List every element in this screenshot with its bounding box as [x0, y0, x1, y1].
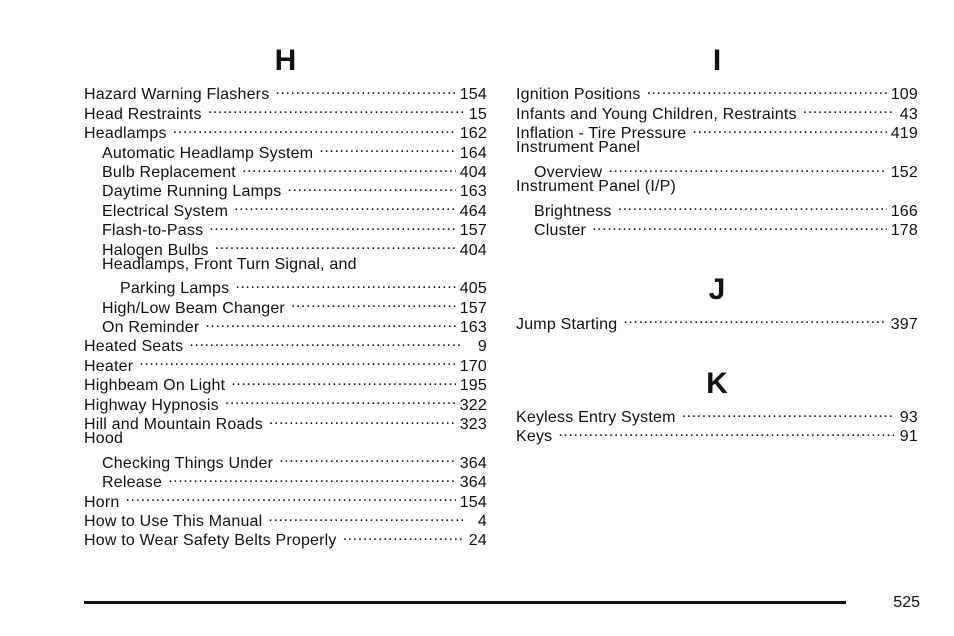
entry-page: 164	[459, 144, 487, 162]
index-column-right	[516, 42, 918, 446]
index-entry	[516, 158, 918, 181]
entry-text: On Reminder	[102, 319, 200, 337]
dot-leader	[189, 332, 463, 351]
entry-text: Instrument Panel (I/P)	[516, 177, 677, 195]
entry-page: 404	[459, 241, 487, 259]
entry-page: 9	[477, 338, 487, 356]
index-entry	[84, 507, 487, 530]
entry-text: Release	[102, 474, 163, 492]
dot-leader	[692, 119, 886, 138]
entry-page: 43	[899, 105, 918, 123]
entry-page: 166	[890, 202, 918, 220]
entry-text: Brightness	[534, 202, 612, 220]
index-column-left	[84, 42, 487, 550]
section-letter: K	[706, 366, 728, 400]
entry-text: Infants and Young Children, Restraints	[516, 105, 797, 123]
dot-leader	[803, 99, 894, 118]
entry-text: Headlamps, Front Turn Signal, and	[102, 255, 357, 273]
dot-leader	[618, 196, 887, 215]
entry-text: Bulb Replacement	[102, 163, 236, 181]
section-letter: H	[274, 44, 297, 77]
entry-page: 24	[468, 532, 487, 550]
entry-page: 157	[459, 299, 487, 317]
entry-page: 109	[890, 86, 918, 104]
dot-leader	[268, 507, 463, 526]
entry-text: Hood	[84, 430, 124, 448]
entry-page: 152	[890, 163, 918, 181]
dot-leader	[225, 390, 456, 409]
entry-text: Heated Seats	[84, 338, 184, 356]
entry-page: 163	[459, 183, 487, 201]
entry-text: Halogen Bulbs	[102, 241, 209, 259]
entry-text: Keyless Entry System	[516, 408, 676, 426]
dot-leader	[168, 468, 456, 487]
dot-leader	[209, 216, 455, 235]
entry-text: Parking Lamps	[120, 280, 230, 298]
dot-leader	[125, 487, 455, 506]
section-letter: I	[712, 44, 722, 77]
entry-text: Highway Hypnosis	[84, 396, 219, 414]
entry-text: Headlamps	[84, 125, 167, 143]
index-entry	[84, 448, 487, 472]
entry-text: Head Restraints	[84, 105, 202, 123]
dot-leader	[235, 274, 455, 293]
dot-leader	[287, 177, 455, 196]
entry-text: Overview	[534, 163, 603, 181]
index-entry	[516, 138, 918, 157]
index-entry	[84, 255, 487, 274]
dot-leader	[269, 410, 456, 429]
index-entry	[516, 309, 918, 333]
dot-leader	[647, 80, 887, 99]
entry-text: Ignition Positions	[516, 86, 641, 104]
index-entry	[516, 196, 918, 220]
entry-page: 4	[477, 512, 487, 530]
entry-page: 405	[459, 280, 487, 298]
index-entry	[84, 371, 487, 395]
entry-page: 195	[459, 377, 487, 395]
entry-page: 364	[459, 474, 487, 492]
entry-text: Hazard Warning Flashers	[84, 86, 270, 104]
entry-text: Inflation - Tire Pressure	[516, 125, 687, 143]
entry-text: Highbeam On Light	[84, 377, 226, 395]
entry-page: 397	[890, 315, 918, 333]
entry-page: 464	[459, 202, 487, 220]
entry-page: 322	[459, 396, 487, 414]
entry-page: 91	[899, 428, 918, 446]
dot-leader	[215, 235, 456, 254]
entry-text: Daytime Running Lamps	[102, 183, 282, 201]
page-number: 525	[893, 594, 920, 611]
entry-text: Instrument Panel	[516, 139, 641, 157]
entry-page: 323	[459, 416, 487, 434]
entry-page: 93	[899, 408, 918, 426]
index-entry	[84, 274, 487, 298]
entry-text: How to Use This Manual	[84, 512, 263, 530]
index-entry	[84, 351, 487, 375]
index-entry	[84, 487, 487, 511]
index-entry	[516, 403, 918, 426]
dot-leader	[592, 216, 887, 235]
entry-text: Cluster	[534, 222, 587, 240]
dot-leader	[173, 119, 456, 138]
index-entry	[84, 80, 487, 104]
index-entry	[516, 422, 918, 446]
dot-leader	[291, 293, 456, 312]
entry-page: 419	[890, 125, 918, 143]
dot-leader	[319, 138, 455, 157]
dot-leader	[208, 99, 463, 118]
entry-page: 178	[890, 222, 918, 240]
entry-text: Horn	[84, 493, 120, 511]
entry-text: Heater	[84, 357, 134, 375]
entry-page: 404	[459, 163, 487, 181]
entry-text: Keys	[516, 428, 553, 446]
entry-text: Electrical System	[102, 202, 229, 220]
entry-text: Hill and Mountain Roads	[84, 416, 263, 434]
dot-leader	[205, 313, 455, 332]
dot-leader	[231, 371, 455, 390]
entry-page: 170	[459, 357, 487, 375]
dot-leader	[234, 196, 456, 215]
entry-page: 364	[459, 454, 487, 472]
dot-leader	[682, 403, 894, 422]
entry-text: High/Low Beam Changer	[102, 299, 285, 317]
entry-text: Flash-to-Pass	[102, 222, 204, 240]
index-entry	[516, 80, 918, 104]
entry-text: Jump Starting	[516, 315, 618, 333]
dot-leader	[279, 448, 456, 467]
entry-text: How to Wear Safety Belts Properly	[84, 532, 337, 550]
dot-leader	[275, 80, 455, 99]
dot-leader	[608, 158, 886, 177]
dot-leader	[139, 351, 455, 370]
entry-page: 157	[459, 222, 487, 240]
index-entry	[516, 177, 918, 196]
dot-leader	[623, 309, 886, 328]
entry-text: Automatic Headlamp System	[102, 144, 314, 162]
entry-text: Checking Things Under	[102, 454, 274, 472]
entry-page: 15	[468, 105, 487, 123]
entry-page: 162	[459, 125, 487, 143]
entry-page: 154	[459, 493, 487, 511]
entry-page: 163	[459, 319, 487, 337]
entry-page: 154	[459, 86, 487, 104]
section-letter: J	[708, 273, 726, 307]
dot-leader	[242, 158, 456, 177]
dot-leader	[343, 526, 463, 545]
dot-leader	[558, 422, 894, 441]
footer-rule	[84, 601, 846, 604]
